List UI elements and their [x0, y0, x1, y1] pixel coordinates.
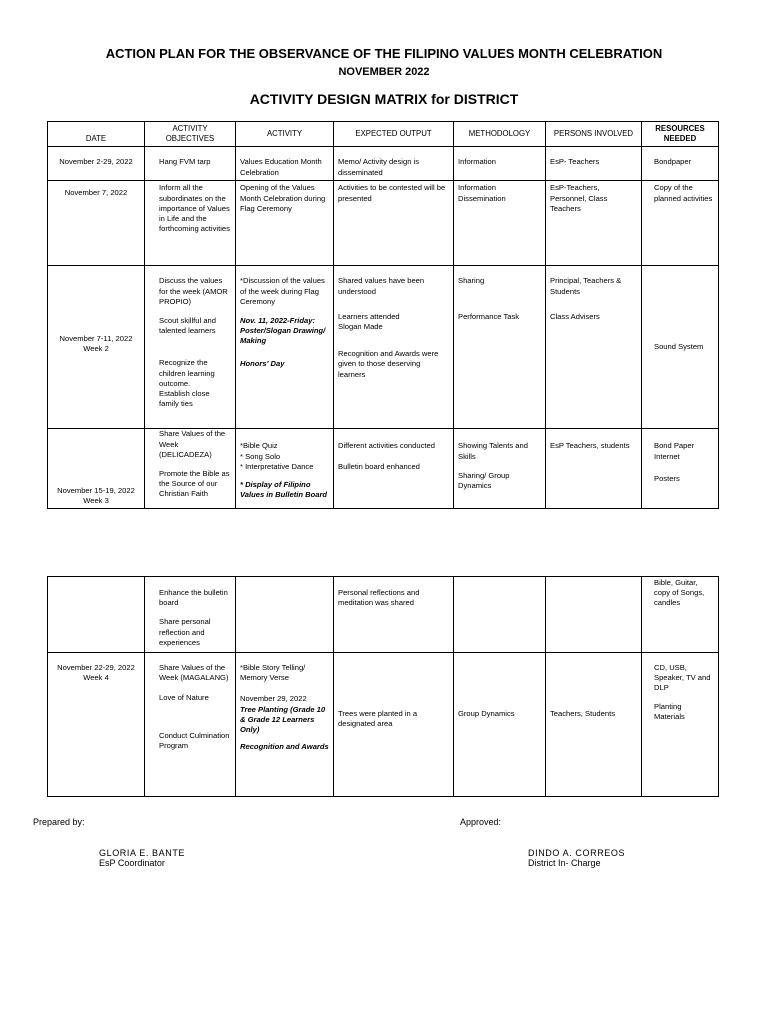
col-expected-output: EXPECTED OUTPUT: [334, 122, 454, 147]
date-cell: November 15-19, 2022 Week 3: [48, 429, 145, 509]
methodology-cell: [454, 577, 546, 653]
persons-cell: EsP-Teachers, Personnel, Class Teachers: [546, 181, 642, 266]
persons-cell: EsP- Teachers: [546, 147, 642, 181]
approved-label: Approved:: [460, 817, 502, 827]
objective-cell: Hang FVM tarp: [145, 147, 236, 181]
activity-cell: Values Education Month Celebration: [236, 147, 334, 181]
prepared-by-title: EsP Coordinator: [99, 858, 165, 868]
col-date: DATE: [48, 122, 145, 147]
persons-cell: Principal, Teachers & Students Class Advisers: [546, 266, 642, 429]
resources-cell: Bible, Guitar, copy of Songs, candles: [642, 577, 719, 653]
activity-matrix-table-2: [47, 576, 719, 797]
output-cell: Personal reflections and meditation was shared: [334, 577, 454, 653]
col-methodology: METHODOLOGY: [454, 122, 546, 147]
approved-by-name: DINDO A. CORREOS: [528, 848, 626, 858]
activity-cell: Opening of the Values Month Celebration during Flag Ceremony: [236, 181, 334, 266]
date-cell: [48, 577, 145, 653]
methodology-cell: Information: [454, 147, 546, 181]
objective-cell: Share Values of the Week (DELICADEZA) Promote the Bible as the Source of our Christian Faith: [145, 429, 236, 509]
objective-cell: Inform all the subordinates on the importance of Values in Life and the forthcoming activities: [145, 181, 236, 266]
objective-cell: Discuss the values for the week (AMOR PROPIO) Scout skillful and talented learners Recognize the children learning outcome. Establish close family ties: [145, 266, 236, 429]
prepared-by-label: Prepared by:: [33, 817, 85, 827]
matrix-title: ACTIVITY DESIGN MATRIX for DISTRICT: [249, 91, 519, 107]
resources-cell: Sound System: [642, 266, 719, 429]
header-row: [48, 122, 719, 147]
resources-cell: Copy of the planned activities: [642, 181, 719, 266]
date-cell: November 7-11, 2022 Week 2: [48, 266, 145, 429]
table-row: [48, 266, 719, 429]
output-cell: Different activities conducted Bulletin board enhanced: [334, 429, 454, 509]
activity-cell: [236, 577, 334, 653]
resources-cell: Bondpaper: [642, 147, 719, 181]
persons-cell: EsP Teachers, students: [546, 429, 642, 509]
date-cell: November 7, 2022: [48, 181, 145, 266]
table-row: [48, 181, 719, 266]
resources-cell: CD, USB, Speaker, TV and DLP Planting Materials: [642, 653, 719, 797]
col-persons-involved: PERSONS INVOLVED: [546, 122, 642, 147]
table-row: [48, 429, 719, 509]
output-cell: Memo/ Activity design is disseminated: [334, 147, 454, 181]
resources-cell: Bond Paper Internet Posters: [642, 429, 719, 509]
activity-matrix-table-1: [47, 121, 719, 509]
persons-cell: [546, 577, 642, 653]
output-cell: Activities to be contested will be presented: [334, 181, 454, 266]
activity-cell: *Bible Story Telling/ Memory Verse November 29, 2022 Tree Planting (Grade 10 & Grade 12 Learners Only) Recognition and Awards: [236, 653, 334, 797]
activity-cell: *Bible Quiz * Song Solo * Interpretative Dance * Display of Filipino Values in Bulletin Board: [236, 429, 334, 509]
methodology-cell: Sharing Performance Task: [454, 266, 546, 429]
output-cell: Trees were planted in a designated area: [334, 653, 454, 797]
table-row: [48, 577, 719, 653]
prepared-by-name: GLORIA E. BANTE: [99, 848, 186, 858]
table-row: [48, 653, 719, 797]
date-cell: November 22-29, 2022 Week 4: [48, 653, 145, 797]
methodology-cell: Showing Talents and Skills Sharing/ Group Dynamics: [454, 429, 546, 509]
activity-cell: *Discussion of the values of the week during Flag Ceremony Nov. 11, 2022-Friday: Poster/Slogan Drawing/ Making Honors' Day: [236, 266, 334, 429]
col-resources: RESOURCES NEEDED: [642, 122, 719, 147]
objective-cell: Share Values of the Week (MAGALANG) Love of Nature Conduct Culmination Program: [145, 653, 236, 797]
date-cell: November 2-29, 2022: [48, 147, 145, 181]
table-row: [48, 147, 719, 181]
col-activity: ACTIVITY: [236, 122, 334, 147]
output-cell: Shared values have been understood Learners attended Slogan Made Recognition and Awards were given to those deserving learners: [334, 266, 454, 429]
methodology-cell: Group Dynamics: [454, 653, 546, 797]
document-title: ACTION PLAN FOR THE OBSERVANCE OF THE FILIPINO VALUES MONTH CELEBRATION: [105, 46, 663, 61]
persons-cell: Teachers, Students: [546, 653, 642, 797]
col-objectives: ACTIVITY OBJECTIVES: [145, 122, 236, 147]
objective-cell: Enhance the bulletin board Share personal reflection and experiences: [145, 577, 236, 653]
approved-by-title: District In- Charge: [528, 858, 601, 868]
methodology-cell: Information Dissemination: [454, 181, 546, 266]
document-month: NOVEMBER 2022: [338, 66, 430, 78]
